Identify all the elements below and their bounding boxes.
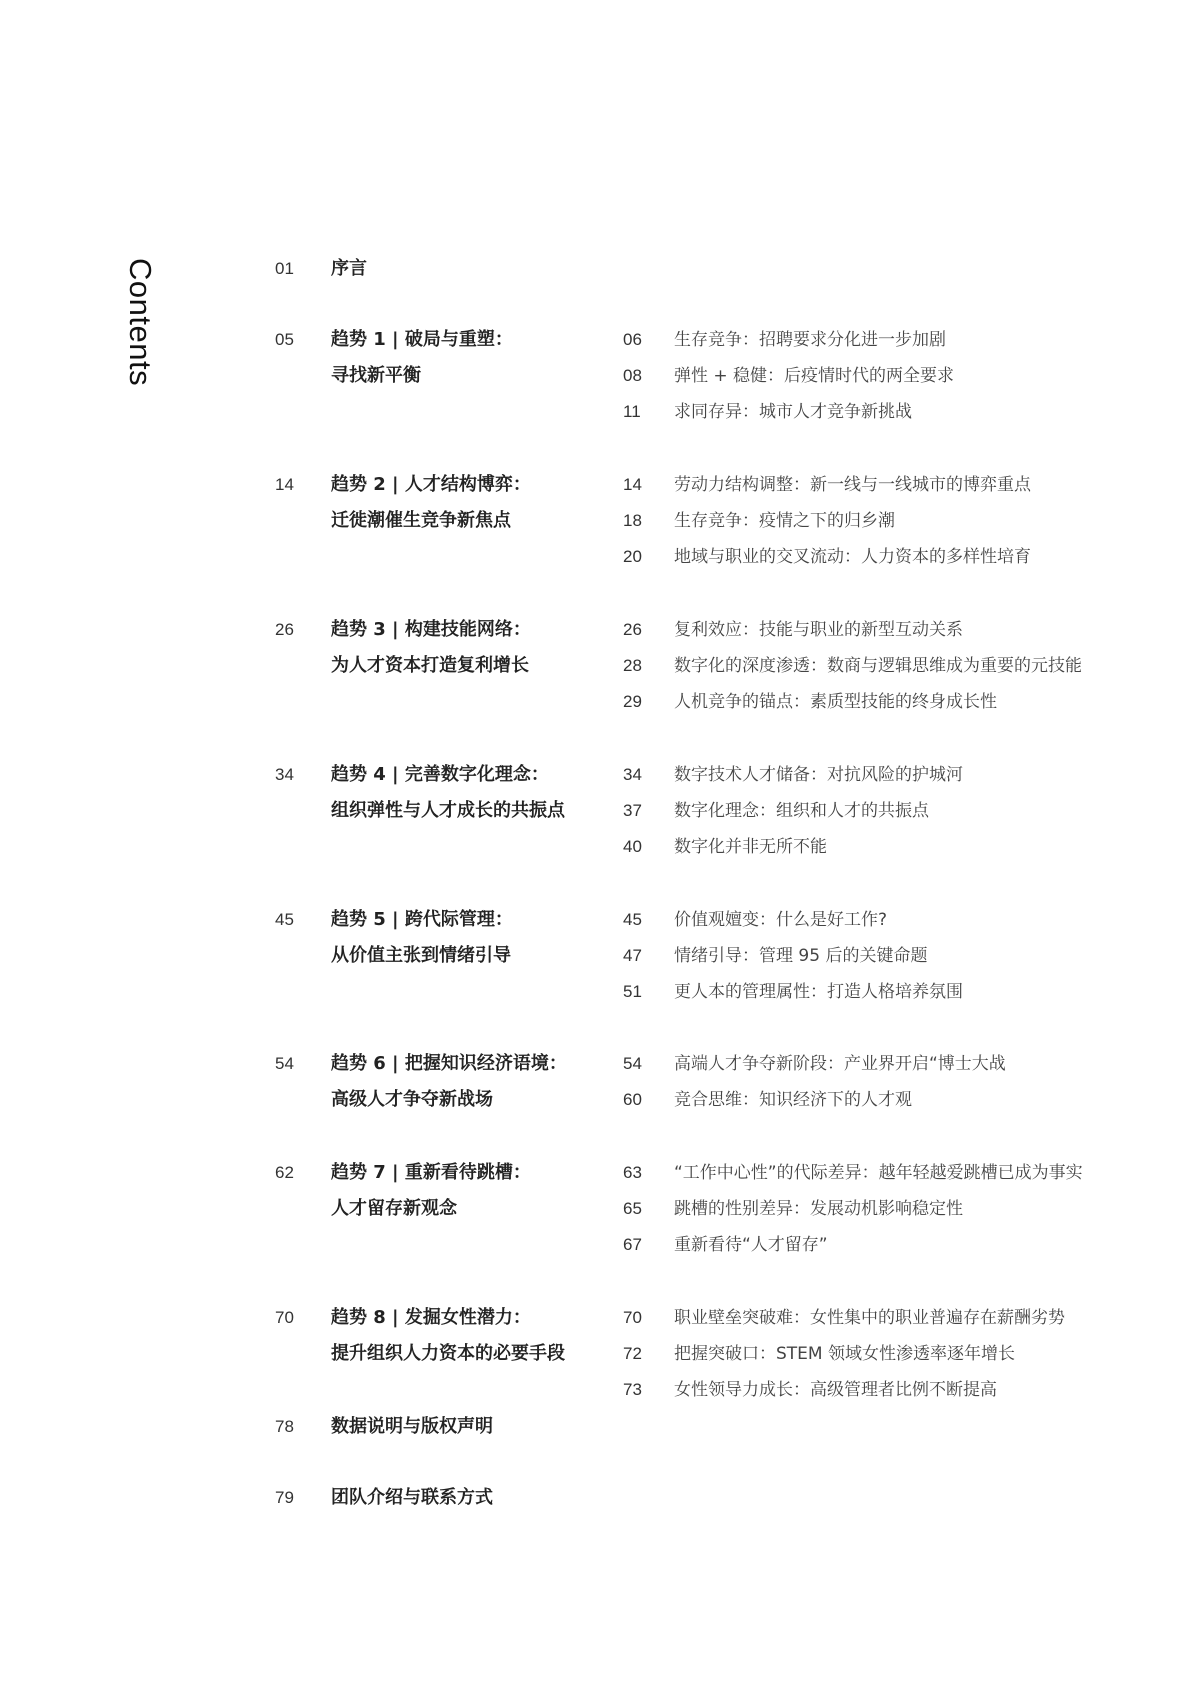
subsection-page-number: 20 xyxy=(623,547,642,566)
section-title[interactable]: 趋势 7 | 重新看待跳槽： xyxy=(331,1162,531,1183)
section-title[interactable]: 迁徙潮催生竞争新焦点 xyxy=(331,510,511,531)
subsection-title[interactable]: 求同存异：城市人才竞争新挑战 xyxy=(674,402,912,422)
section-title[interactable]: 从价值主张到情绪引导 xyxy=(331,945,511,966)
subsection-title[interactable]: 数字技术人才储备：对抗风险的护城河 xyxy=(674,765,963,785)
section-page-number: 05 xyxy=(275,330,294,349)
subsection-page-number: 51 xyxy=(623,982,642,1001)
section-page-number: 54 xyxy=(275,1054,294,1073)
section-title[interactable]: 序言 xyxy=(331,258,367,279)
section-page-number: 45 xyxy=(275,910,294,929)
subsection-title[interactable]: 价值观嬗变：什么是好工作? xyxy=(674,910,888,930)
section-title[interactable]: 高级人才争夺新战场 xyxy=(331,1089,493,1110)
contents-heading: Contents xyxy=(123,258,158,387)
section-title[interactable]: 趋势 2 | 人才结构博弈： xyxy=(331,474,531,495)
section-page-number: 14 xyxy=(275,475,294,494)
subsection-page-number: 54 xyxy=(623,1054,642,1073)
subsection-page-number: 11 xyxy=(623,402,641,421)
subsection-title[interactable]: 情绪引导：管理 95 后的关键命题 xyxy=(674,946,928,966)
section-title[interactable]: 趋势 3 | 构建技能网络： xyxy=(331,619,531,640)
subsection-page-number: 40 xyxy=(623,837,642,856)
section-page-number: 34 xyxy=(275,765,294,784)
subsection-title[interactable]: 数字化的深度渗透：数商与逻辑思维成为重要的元技能 xyxy=(674,656,1082,676)
subsection-title[interactable]: 跳槽的性别差异：发展动机影响稳定性 xyxy=(674,1199,963,1219)
subsection-page-number: 70 xyxy=(623,1308,642,1327)
section-title[interactable]: 趋势 8 | 发掘女性潜力： xyxy=(331,1307,531,1328)
subsection-page-number: 08 xyxy=(623,366,642,385)
subsection-page-number: 06 xyxy=(623,330,642,349)
subsection-page-number: 72 xyxy=(623,1344,642,1363)
subsection-title[interactable]: 数字化理念：组织和人才的共振点 xyxy=(674,801,929,821)
section-title[interactable]: 寻找新平衡 xyxy=(331,365,421,386)
subsection-page-number: 28 xyxy=(623,656,642,675)
subsection-page-number: 45 xyxy=(623,910,642,929)
section-page-number: 01 xyxy=(275,259,294,278)
subsection-page-number: 14 xyxy=(623,475,642,494)
subsection-page-number: 29 xyxy=(623,692,642,711)
section-page-number: 70 xyxy=(275,1308,294,1327)
subsection-title[interactable]: 地域与职业的交叉流动：人力资本的多样性培育 xyxy=(674,547,1031,567)
subsection-title[interactable]: 数字化并非无所不能 xyxy=(674,837,827,857)
section-page-number: 62 xyxy=(275,1163,294,1182)
subsection-page-number: 18 xyxy=(623,511,642,530)
subsection-title[interactable]: 人机竞争的锚点：素质型技能的终身成长性 xyxy=(674,692,997,712)
subsection-title[interactable]: 职业壁垒突破难：女性集中的职业普遍存在薪酬劣势 xyxy=(674,1308,1065,1328)
subsection-title[interactable]: 劳动力结构调整：新一线与一线城市的博弈重点 xyxy=(674,475,1031,495)
subsection-title[interactable]: 生存竞争：招聘要求分化进一步加剧 xyxy=(674,330,946,350)
subsection-page-number: 26 xyxy=(623,620,642,639)
subsection-title[interactable]: 生存竞争：疫情之下的归乡潮 xyxy=(674,511,895,531)
section-title[interactable]: 团队介绍与联系方式 xyxy=(331,1487,493,1508)
subsection-title[interactable]: 把握突破口：STEM 领域女性渗透率逐年增长 xyxy=(674,1344,1015,1364)
section-title[interactable]: 趋势 4 | 完善数字化理念： xyxy=(331,764,549,785)
subsection-title[interactable]: 重新看待“人才留存” xyxy=(674,1235,828,1255)
subsection-page-number: 47 xyxy=(623,946,642,965)
subsection-title[interactable]: 女性领导力成长：高级管理者比例不断提高 xyxy=(674,1380,997,1400)
subsection-page-number: 60 xyxy=(623,1090,642,1109)
section-title[interactable]: 数据说明与版权声明 xyxy=(331,1416,493,1437)
subsection-title[interactable]: 弹性 + 稳健：后疫情时代的两全要求 xyxy=(674,366,955,386)
subsection-page-number: 73 xyxy=(623,1380,642,1399)
section-page-number: 26 xyxy=(275,620,294,639)
section-title[interactable]: 提升组织人力资本的必要手段 xyxy=(331,1343,565,1364)
section-title[interactable]: 趋势 6 | 把握知识经济语境： xyxy=(331,1053,567,1074)
subsection-page-number: 34 xyxy=(623,765,642,784)
subsection-title[interactable]: 更人本的管理属性：打造人格培养氛围 xyxy=(674,982,963,1002)
section-title[interactable]: 组织弹性与人才成长的共振点 xyxy=(331,800,565,821)
section-title[interactable]: 趋势 5 | 跨代际管理： xyxy=(331,909,513,930)
subsection-title[interactable]: “工作中心性”的代际差异：越年轻越爱跳槽已成为事实 xyxy=(674,1163,1083,1183)
section-title[interactable]: 人才留存新观念 xyxy=(331,1198,457,1219)
subsection-title[interactable]: 复利效应：技能与职业的新型互动关系 xyxy=(674,620,963,640)
section-page-number: 79 xyxy=(275,1488,294,1507)
subsection-title[interactable]: 竞合思维：知识经济下的人才观 xyxy=(674,1090,912,1110)
subsection-title[interactable]: 高端人才争夺新阶段：产业界开启“博士大战 xyxy=(674,1054,1006,1074)
subsection-page-number: 65 xyxy=(623,1199,642,1218)
subsection-page-number: 67 xyxy=(623,1235,642,1254)
section-page-number: 78 xyxy=(275,1417,294,1436)
section-title[interactable]: 趋势 1 | 破局与重塑： xyxy=(331,329,513,350)
section-title[interactable]: 为人才资本打造复利增长 xyxy=(331,655,529,676)
subsection-page-number: 37 xyxy=(623,801,642,820)
subsection-page-number: 63 xyxy=(623,1163,642,1182)
